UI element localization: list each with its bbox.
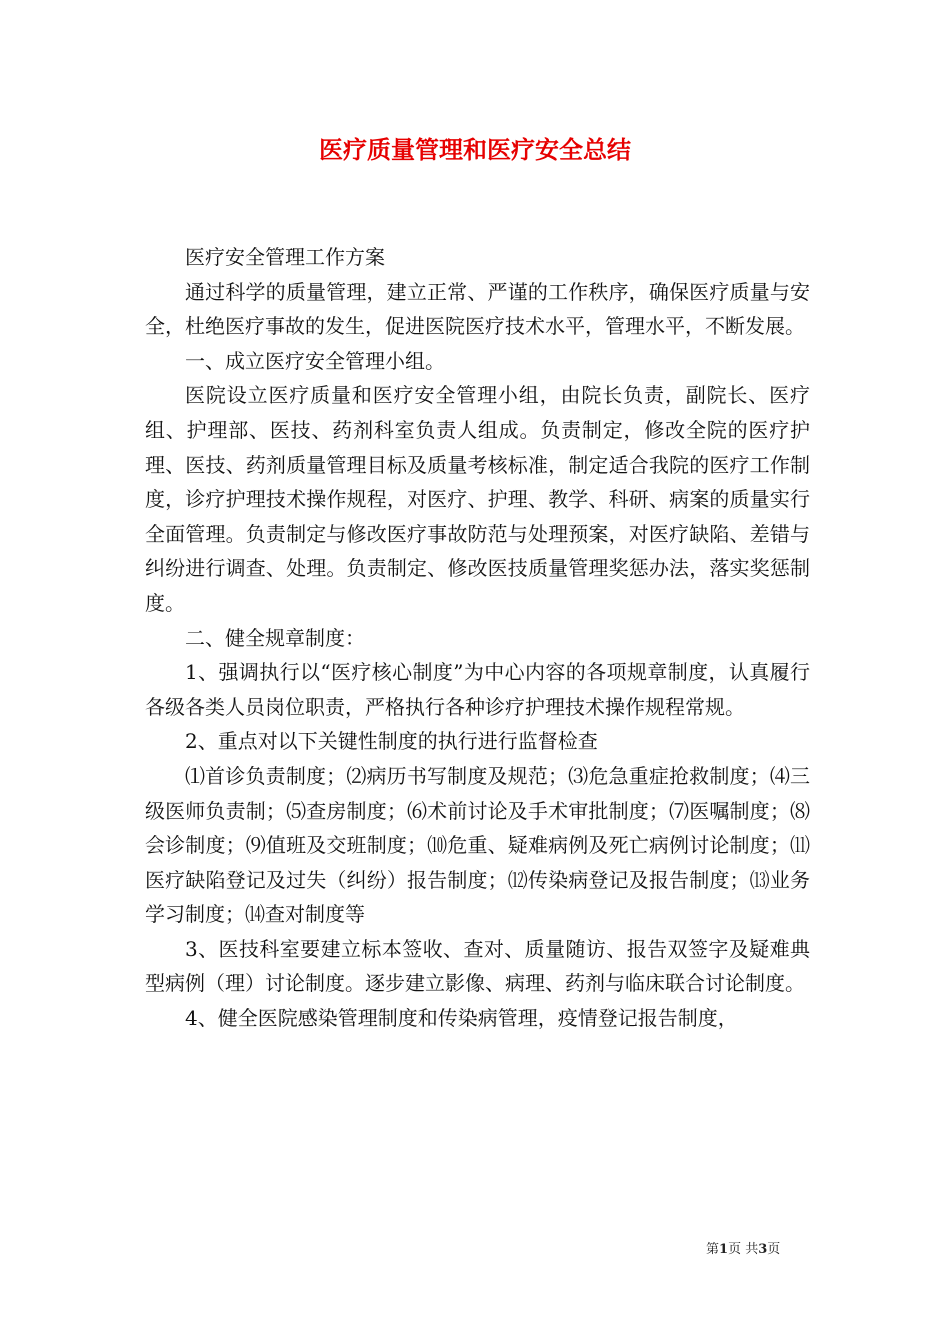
footer-prefix: 第	[706, 1242, 720, 1257]
paragraph: 医院设立医疗质量和医疗安全管理小组，由院长负责，副院长、医疗组、护理部、医技、药剂科室负责人组成。负责制定，修改全院的医疗护理、医技、药剂质量管理目标及质量考核标准，制定适合我院的医疗工作制度，诊疗护理技术操作规程，对医疗、护理、教学、科研、病案的质量实行全面管理。负责制定与修改医疗事故防范与处理预案，对医疗缺陷、差错与纠纷进行调查、处理。负责制定、修改医技质量管理奖惩办法，落实奖惩制度。	[145, 383, 810, 615]
paragraph: ⑴首诊负责制度；⑵病历书写制度及规范；⑶危急重症抢救制度；⑷三级医师负责制；⑸查房制度；⑹术前讨论及手术审批制度；⑺医嘱制度；⑻会诊制度；⑼值班及交班制度；⑽危重、疑难病例及死亡病例讨论制度；⑾医疗缺陷登记及过失（纠纷）报告制度；⑿传染病登记及报告制度；⒀业务学习制度；⒁查对制度等	[145, 763, 810, 927]
paragraph: 1、强调执行以“医疗核心制度”为中心内容的各项规章制度，认真履行各级各类人员岗位职责，严格执行各种诊疗护理技术操作规程常规。	[145, 660, 810, 719]
document-body	[145, 240, 810, 1036]
footer-suffix: 页	[767, 1242, 781, 1257]
paragraph: 一、成立医疗安全管理小组。	[185, 348, 445, 373]
page-number-footer	[706, 1240, 780, 1260]
paragraph: 通过科学的质量管理，建立正常、严谨的工作秩序，确保医疗质量与安全，杜绝医疗事故的发生，促进医院医疗技术水平，管理水平，不断发展。	[145, 279, 810, 339]
document-title: 医疗质量管理和医疗安全总结	[319, 135, 631, 164]
paragraph: 3、医技科室要建立标本签收、查对、质量随访、报告双签字及疑难典型病例（理）讨论制度。逐步建立影像、病理、药剂与临床联合讨论制度。	[145, 936, 810, 996]
paragraph: 二、健全规章制度：	[185, 625, 365, 650]
paragraph: 2、重点对以下关键性制度的执行进行监督检查	[185, 729, 598, 754]
total-pages-number: 3	[758, 1242, 768, 1257]
current-page-number: 1	[719, 1242, 729, 1257]
paragraph: 医疗安全管理工作方案	[185, 245, 385, 269]
paragraph: 4、健全医院感染管理制度和传染病管理，疫情登记报告制度，	[185, 1006, 738, 1031]
footer-middle: 页 共	[728, 1242, 759, 1257]
